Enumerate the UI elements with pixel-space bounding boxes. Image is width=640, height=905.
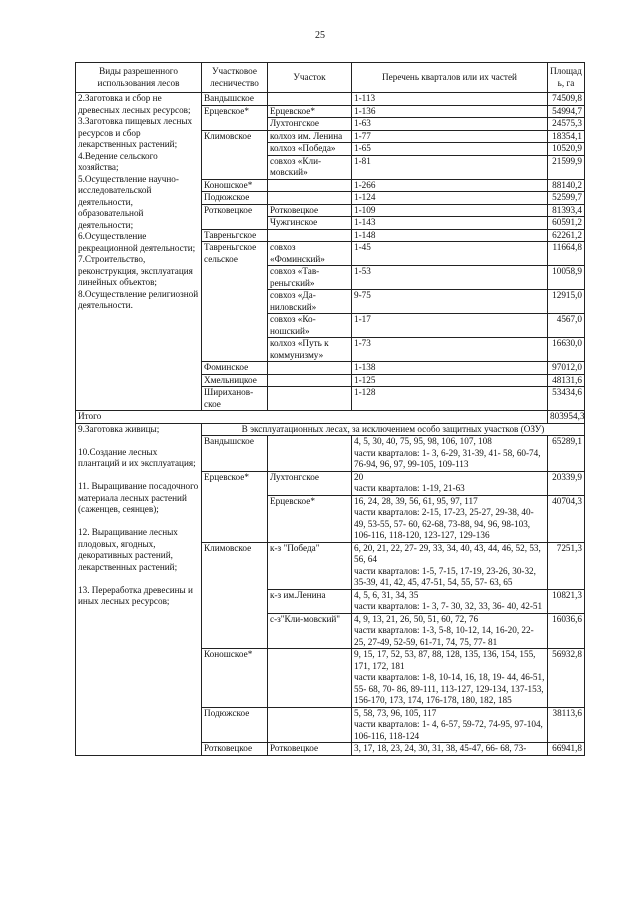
forestry-cell: Тавреньгское xyxy=(202,229,268,242)
quarters-cell: 1-73 xyxy=(352,338,548,362)
quarters-cell: 9-75 xyxy=(352,290,548,314)
plot-cell: совхоз «Кли-мовский» xyxy=(268,155,352,179)
total-row xyxy=(76,411,585,424)
plot-cell xyxy=(268,229,352,242)
plot-cell: к-з им.Ленина xyxy=(268,589,352,613)
area-cell: 11664,8 xyxy=(548,242,585,266)
plot-cell: Ротковецкое xyxy=(268,204,352,217)
plot-cell xyxy=(268,179,352,192)
quarters-cell: 1-125 xyxy=(352,374,548,387)
area-cell: 62261,2 xyxy=(548,229,585,242)
area-cell: 53434,6 xyxy=(548,387,585,411)
forestry-cell: Фоминское xyxy=(202,362,268,375)
quarters-cell: 1-143 xyxy=(352,217,548,230)
forestry-cell: Ерцевское* xyxy=(202,471,268,542)
quarters-cell: 1-138 xyxy=(352,362,548,375)
quarters-cell: 20 части кварталов: 1-19, 21-63 xyxy=(352,471,548,495)
quarters-cell: 4, 9, 13, 21, 26, 50, 51, 60, 72, 76 части кварталов: 1-3, 5-8, 10-12, 14, 16-20, 22-25, 27-49, 52-59, 61-71, 74, 75, 77- 81 xyxy=(352,613,548,649)
plot-cell xyxy=(268,93,352,106)
quarters-cell: 5, 58, 73, 96, 105, 117 части кварталов: 1- 4, 6-57, 59-72, 74-95, 97-104, 106-116, 118-124 xyxy=(352,707,548,743)
area-cell: 7251,3 xyxy=(548,542,585,589)
area-cell: 21599,9 xyxy=(548,155,585,179)
area-cell: 74509,8 xyxy=(548,93,585,106)
header-forestry: Участковое лесничество xyxy=(202,63,268,93)
plot-cell: совхоз «Тав-реньгский» xyxy=(268,266,352,290)
plot-cell: совхоз «Ко-ношский» xyxy=(268,314,352,338)
quarters-cell: 1-17 xyxy=(352,314,548,338)
plot-cell: колхоз «Победа» xyxy=(268,143,352,156)
area-cell: 16630,0 xyxy=(548,338,585,362)
area-cell: 66941,8 xyxy=(548,743,585,756)
table-header-row xyxy=(76,63,585,93)
plot-cell xyxy=(268,192,352,205)
forestry-cell: Подюжское xyxy=(202,192,268,205)
plot-cell xyxy=(268,707,352,743)
quarters-cell: 1-65 xyxy=(352,143,548,156)
quarters-cell: 9, 15, 17, 52, 53, 87, 88, 128, 135, 136, 154, 155, 171, 172, 181 части кварталов: 1-8, 10-14, 16, 18, 19- 44, 46-51, 55- 68, 70- 86, 89-111, 113-127, 129-134, 137-153, 156-170, 173, 174, 176-178, 180, 182, 185 xyxy=(352,649,548,708)
total-label: Итого xyxy=(76,411,548,424)
quarters-cell: 1-266 xyxy=(352,179,548,192)
quarters-cell: 1-63 xyxy=(352,118,548,131)
quarters-cell: 1-113 xyxy=(352,93,548,106)
plot-cell: колхоз «Путь к коммунизму» xyxy=(268,338,352,362)
forestry-cell: Тавреньгское сельское xyxy=(202,242,268,362)
plot-cell: колхоз им. Ленина xyxy=(268,130,352,143)
forestry-cell: Ротковецкое xyxy=(202,743,268,756)
quarters-cell: 6, 20, 21, 22, 27- 29, 33, 34, 40, 43, 44, 46, 52, 53, 56, 64 части кварталов: 1-5, 7-15, 17-19, 23-26, 30-32, 35-39, 41, 42, 45, 47-51, 54, 55, 57- 63, 65 xyxy=(352,542,548,589)
plot-cell: с-з"Кли-мовский" xyxy=(268,613,352,649)
quarters-cell: 1-81 xyxy=(352,155,548,179)
quarters-cell: 1-77 xyxy=(352,130,548,143)
plot-cell: Ротковецкое xyxy=(268,743,352,756)
area-cell: 60591,2 xyxy=(548,217,585,230)
quarters-cell: 4, 5, 30, 40, 75, 95, 98, 106, 107, 108 части кварталов: 1- 3, 6-29, 31-39, 41- 58, 60-74, 76-94, 96, 97, 99-105, 109-113 xyxy=(352,436,548,472)
quarters-cell: 1-148 xyxy=(352,229,548,242)
area-cell: 16036,6 xyxy=(548,613,585,649)
forestry-cell: Подюжское xyxy=(202,707,268,743)
use-types-cell-b: 9.Заготовка живицы; 10.Создание лесных плантаций и их эксплуатация; 11. Выращивание посадочного материала лесных растений (саженцев, сеянцев); 12. Выращивание лесных плодовых, ягодных, декоративных растений, лекарственных растений; 13. Переработка древесины и иных лесных ресурсов; xyxy=(76,423,202,755)
area-cell: 4567,0 xyxy=(548,314,585,338)
header-area: Площадь, га xyxy=(548,63,585,93)
use-types-cell: 2.Заготовка и сбор не древесных лесных ресурсов; 3.Заготовка пищевых лесных ресурсов и сбор лекарственных растений; 4.Ведение сельского хозяйства; 5.Осуществление научно-исследовательской деятельности, образовательной деятельности; 6.Осуществление рекреационной деятельности; 7.Строительство, реконструкция, эксплуатация линейных объектов; 8.Осуществление религиозной деятельности. xyxy=(76,93,202,411)
header-plot: Участок xyxy=(268,63,352,93)
plot-cell xyxy=(268,387,352,411)
area-cell: 56932,8 xyxy=(548,649,585,708)
area-cell: 97012,0 xyxy=(548,362,585,375)
plot-cell: совхоз «Фоминский» xyxy=(268,242,352,266)
quarters-cell: 1-124 xyxy=(352,192,548,205)
area-cell: 38113,6 xyxy=(548,707,585,743)
area-cell: 10058,9 xyxy=(548,266,585,290)
forestry-cell: Хмельницкое xyxy=(202,374,268,387)
area-cell: 10821,3 xyxy=(548,589,585,613)
ozu-heading-row xyxy=(76,423,585,436)
quarters-cell: 3, 17, 18, 23, 24, 30, 31, 38, 45-47, 66- 68, 73- xyxy=(352,743,548,756)
page-number: 25 xyxy=(315,30,325,41)
area-cell: 48131,6 xyxy=(548,374,585,387)
total-area: 803954,3 xyxy=(548,411,585,424)
area-cell: 54994,7 xyxy=(548,105,585,118)
plot-cell: Лухтонгское xyxy=(268,471,352,495)
area-cell: 88140,2 xyxy=(548,179,585,192)
area-cell: 81393,4 xyxy=(548,204,585,217)
forestry-cell: Вандышское xyxy=(202,436,268,472)
header-quarters: Перечень кварталов или их частей xyxy=(352,63,548,93)
plot-cell xyxy=(268,362,352,375)
quarters-cell: 16, 24, 28, 39, 56, 61, 95, 97, 117 части кварталов: 2-15, 17-23, 25-27, 29-38, 40- 49, 53-55, 57- 60, 62-68, 73-88, 94, 96, 98-103, 106-116, 118-120, 123-127, 129-136 xyxy=(352,495,548,542)
header-use-type: Виды разрешенного использования лесов xyxy=(76,63,202,93)
area-cell: 52599,7 xyxy=(548,192,585,205)
quarters-cell: 1-109 xyxy=(352,204,548,217)
quarters-cell: 4, 5, 6, 31, 34, 35 части кварталов: 1- 3, 7- 30, 32, 33, 36- 40, 42-51 xyxy=(352,589,548,613)
plot-cell: Ерцевское* xyxy=(268,105,352,118)
table-row xyxy=(76,93,585,106)
forestry-cell: Ерцевское* xyxy=(202,105,268,130)
quarters-cell: 1-45 xyxy=(352,242,548,266)
forestry-cell: Коношское* xyxy=(202,649,268,708)
area-cell: 24575,3 xyxy=(548,118,585,131)
plot-cell: Чужгинское xyxy=(268,217,352,230)
quarters-cell: 1-53 xyxy=(352,266,548,290)
forestry-cell: Шиpиханов-ское xyxy=(202,387,268,411)
area-cell: 12915,0 xyxy=(548,290,585,314)
area-cell: 10520,9 xyxy=(548,143,585,156)
ozu-heading: В эксплуатационных лесах, за исключением особо защитных участков (ОЗУ) xyxy=(202,423,585,436)
forest-use-table xyxy=(75,62,585,756)
plot-cell: совхоз «Да-ниловский» xyxy=(268,290,352,314)
plot-cell xyxy=(268,374,352,387)
forestry-cell: Климовское xyxy=(202,542,268,649)
area-cell: 65289,1 xyxy=(548,436,585,472)
forestry-cell: Климовское xyxy=(202,130,268,179)
plot-cell: Ерцевское* xyxy=(268,495,352,542)
plot-cell: Лухтонгское xyxy=(268,118,352,131)
forestry-cell: Ротковецкое xyxy=(202,204,268,229)
plot-cell xyxy=(268,649,352,708)
quarters-cell: 1-128 xyxy=(352,387,548,411)
plot-cell xyxy=(268,436,352,472)
forestry-cell: Коношское* xyxy=(202,179,268,192)
area-cell: 18354,1 xyxy=(548,130,585,143)
quarters-cell: 1-136 xyxy=(352,105,548,118)
area-cell: 20339,9 xyxy=(548,471,585,495)
plot-cell: к-з "Победа" xyxy=(268,542,352,589)
area-cell: 40704,3 xyxy=(548,495,585,542)
forestry-cell: Вандышское xyxy=(202,93,268,106)
